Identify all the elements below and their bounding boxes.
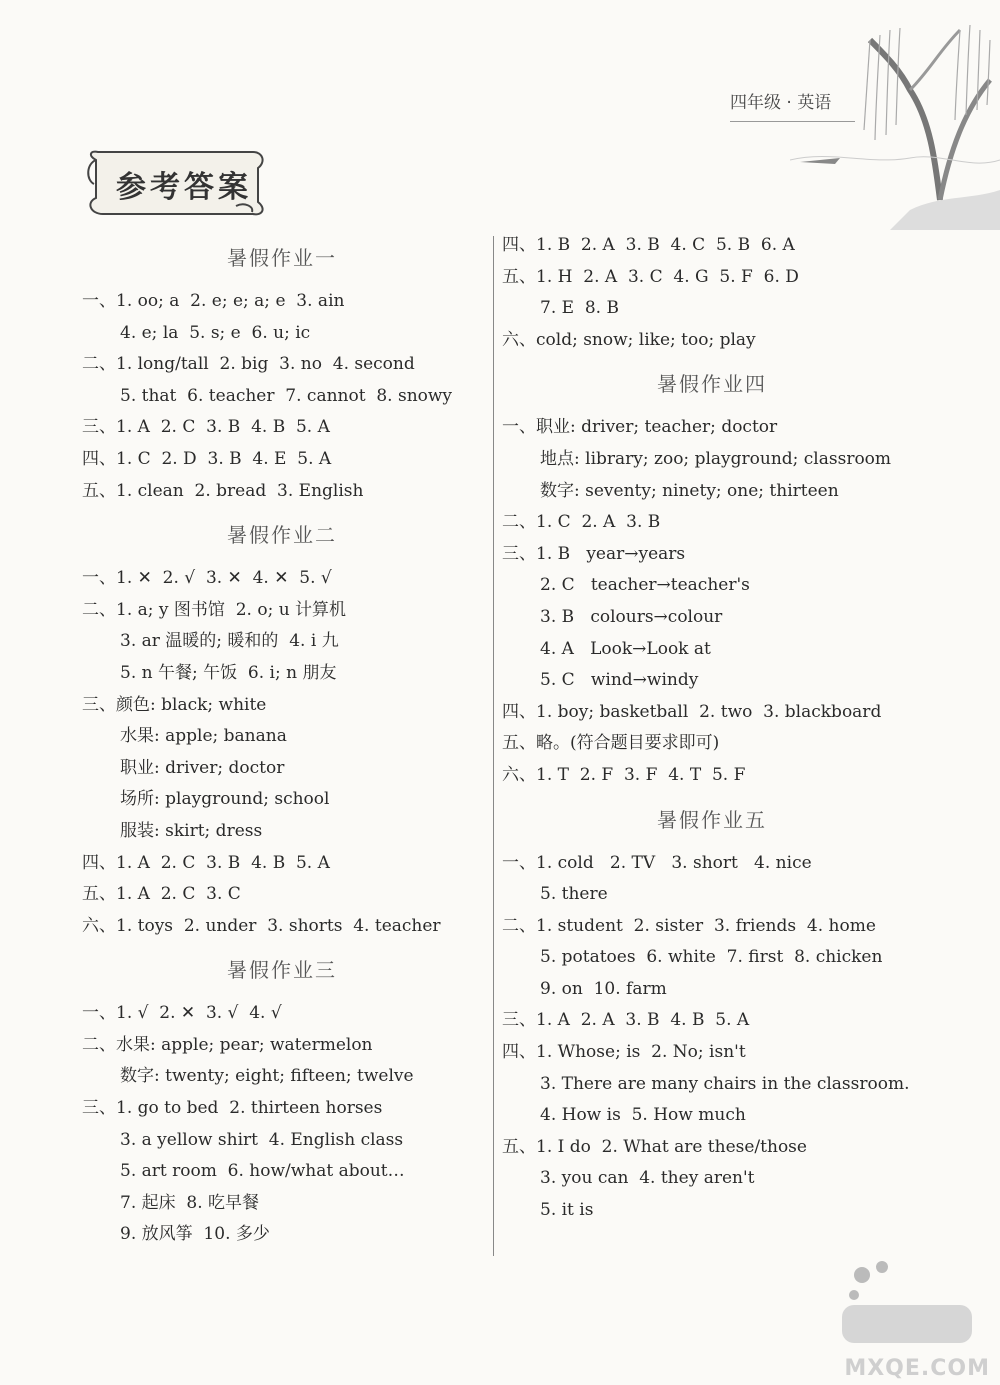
answer-line: 地点: library; zoo; playground; classroom — [540, 448, 892, 469]
answer-line: 三、1. A 2. C 3. B 4. B 5. A — [82, 417, 330, 438]
answer-line: 一、1. √ 2. ✕ 3. √ 4. √ — [82, 1003, 282, 1024]
answer-line: 一、1. ✕ 2. √ 3. ✕ 4. ✕ 5. √ — [82, 568, 332, 589]
answer-line: 4. A Look→Look at — [540, 638, 711, 659]
answer-line: 三、颜色: black; white — [82, 694, 267, 715]
answers-right-column — [502, 230, 922, 1227]
answer-line: 职业: driver; doctor — [120, 757, 285, 778]
answer-line: 四、1. boy; basketball 2. two 3. blackboard — [502, 701, 882, 722]
answer-line: 五、1. A 2. C 3. C — [82, 884, 241, 905]
section-title: 暑假作业四 — [657, 372, 767, 397]
answer-line: 4. How is 5. How much — [540, 1105, 746, 1126]
answer-line: 五、1. I do 2. What are these/those — [502, 1136, 807, 1157]
answer-line: 5. there — [540, 884, 608, 905]
answer-line: 二、1. student 2. sister 3. friends 4. home — [502, 915, 876, 936]
section-title: 暑假作业二 — [227, 523, 337, 548]
answer-line: 3. you can 4. they aren't — [540, 1168, 755, 1189]
answer-line: 9. 放风筝 10. 多少 — [120, 1224, 270, 1245]
answer-line: 5. it is — [540, 1200, 594, 1221]
answer-line: 场所: playground; school — [120, 789, 330, 810]
section-title: 暑假作业三 — [227, 958, 337, 983]
answer-line: 六、1. T 2. F 3. F 4. T 5. F — [502, 764, 746, 785]
grade-subject-tag: 四年级 · 英语 — [730, 88, 855, 122]
answer-line: 一、1. cold 2. TV 3. short 4. nice — [502, 852, 812, 873]
answer-line: 水果: apple; banana — [120, 726, 287, 747]
page-title: 参考答案 — [116, 170, 252, 205]
answer-line: 7. E 8. B — [540, 298, 619, 319]
answer-line: 三、1. go to bed 2. thirteen horses — [82, 1098, 383, 1119]
answer-line: 五、1. H 2. A 3. C 4. G 5. F 6. D — [502, 266, 799, 287]
answer-line: 5. n 午餐; 午饭 6. i; n 朋友 — [120, 662, 337, 683]
answers-left-column — [82, 230, 482, 1251]
column-divider — [493, 236, 494, 1256]
answer-line: 3. a yellow shirt 4. English class — [120, 1129, 404, 1150]
answer-line: 5. that 6. teacher 7. cannot 8. snowy — [120, 385, 453, 406]
answer-line: 四、1. Whose; is 2. No; isn't — [502, 1042, 746, 1063]
answer-line: 3. ar 温暖的; 暖和的 4. i 九 — [120, 631, 339, 652]
answer-line: 数字: seventy; ninety; one; thirteen — [540, 480, 839, 501]
section-title: 暑假作业一 — [227, 246, 337, 270]
answer-line: 五、略。(符合题目要求即可) — [502, 733, 720, 754]
answer-line: 二、1. long/tall 2. big 3. no 4. second — [82, 354, 415, 375]
answer-line: 一、1. oo; a 2. e; e; a; e 3. ain — [82, 291, 345, 311]
answer-key-banner — [78, 140, 268, 220]
answer-line: 五、1. clean 2. bread 3. English — [82, 480, 364, 501]
answer-line: 二、1. a; y 图书馆 2. o; u 计算机 — [82, 599, 347, 620]
answer-line: 4. e; la 5. s; e 6. u; ic — [120, 322, 311, 343]
answer-line: 三、1. B year→years — [502, 543, 686, 564]
answer-line: 9. on 10. farm — [540, 978, 667, 999]
answer-line: 六、1. toys 2. under 3. shorts 4. teacher — [82, 915, 441, 936]
section-title: 暑假作业五 — [657, 807, 767, 832]
answer-line: 一、职业: driver; teacher; doctor — [502, 417, 778, 438]
answer-line: 5. potatoes 6. white 7. first 8. chicken — [540, 947, 883, 968]
answer-line: 服装: skirt; dress — [120, 820, 263, 841]
answer-line: 六、cold; snow; like; too; play — [502, 329, 756, 350]
site-watermark: MXQE.COM — [844, 1356, 990, 1381]
answer-line: 四、1. C 2. D 3. B 4. E 5. A — [82, 448, 332, 469]
answer-line: 5. C wind→windy — [540, 670, 699, 691]
answer-line: 3. There are many chairs in the classroom. — [540, 1073, 910, 1094]
answer-line: 2. C teacher→teacher's — [540, 575, 750, 596]
corner-logo-icon — [832, 1255, 982, 1355]
answer-line: 数字: twenty; eight; fifteen; twelve — [120, 1066, 414, 1087]
answer-line: 四、1. B 2. A 3. B 4. C 5. B 6. A — [502, 235, 795, 255]
answer-line: 四、1. A 2. C 3. B 4. B 5. A — [82, 852, 330, 873]
answer-line: 7. 起床 8. 吃早餐 — [120, 1192, 260, 1213]
answer-line: 三、1. A 2. A 3. B 4. B 5. A — [502, 1010, 750, 1031]
answer-line: 二、水果: apple; pear; watermelon — [82, 1034, 373, 1055]
answer-line: 二、1. C 2. A 3. B — [502, 512, 661, 533]
answer-line: 3. B colours→colour — [540, 606, 723, 627]
answer-line: 5. art room 6. how/what about… — [120, 1161, 405, 1182]
